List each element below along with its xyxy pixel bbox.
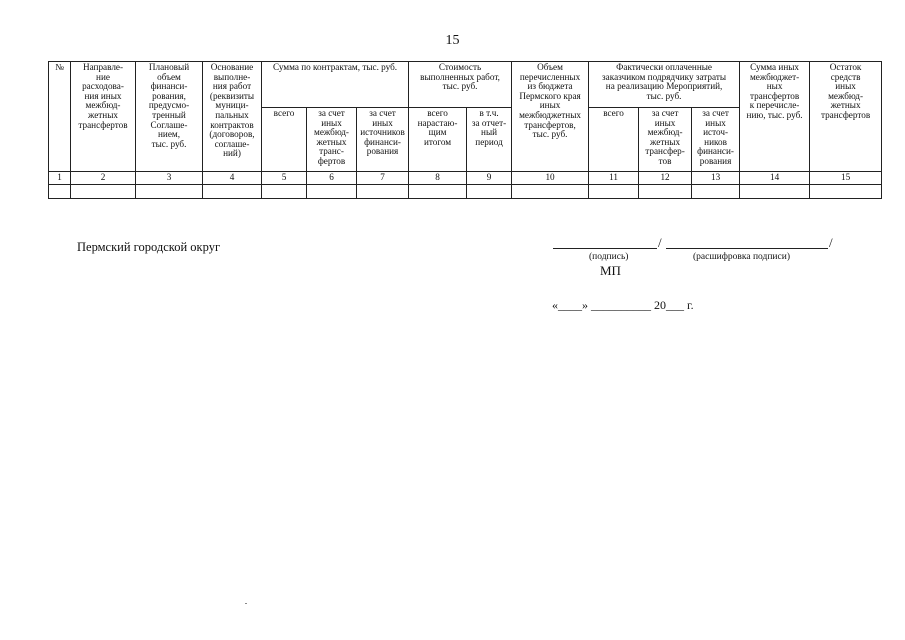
header-contract-total: всего — [262, 108, 307, 172]
stamp-place: МП — [600, 263, 621, 278]
column-number: 8 — [409, 172, 467, 185]
header-cost-period: в т.ч. за отчет- ный период — [467, 108, 512, 172]
column-number: 7 — [357, 172, 409, 185]
column-number: 15 — [810, 172, 882, 185]
table-cell — [136, 185, 203, 199]
signature-caption: (подпись) — [589, 252, 629, 262]
table-cell — [740, 185, 810, 199]
date-line: «____» __________ 20___ г. — [552, 298, 694, 312]
header-cost-cumulative: всего нарастаю- щим итогом — [409, 108, 467, 172]
column-number: 9 — [467, 172, 512, 185]
header-paid-costs: Фактически оплаченные заказчиком подрядчику затраты на реализацию Мероприятий, тыс. руб. — [589, 62, 740, 108]
report-table — [48, 61, 882, 199]
header-transferred-volume: Объем перечисленных из бюджета Пермского края иных межбюджетных трансфертов, тыс. руб. — [512, 62, 589, 172]
header-work-cost: Стоимость выполненных работ, тыс. руб. — [409, 62, 512, 108]
table-cell — [49, 185, 71, 199]
signature-slash: / — [658, 235, 662, 250]
column-number: 13 — [692, 172, 740, 185]
header-paid-other-transfers: за счет иных межбюд- жетных трансфер- тов — [639, 108, 692, 172]
header-planned-volume: Плановый объем финанси- рования, предусмо- тренный Соглаше- нием, тыс. руб. — [136, 62, 203, 172]
column-number: 3 — [136, 172, 203, 185]
header-basis: Основание выполне- ния работ (реквизиты муници- пальных контрактов (договоров, соглаше- ний) — [203, 62, 262, 172]
column-number: 4 — [203, 172, 262, 185]
header-row-1 — [49, 62, 882, 108]
column-number: 6 — [307, 172, 357, 185]
table-cell — [357, 185, 409, 199]
table-cell — [810, 185, 882, 199]
column-number: 5 — [262, 172, 307, 185]
header-transfer-sum: Сумма иных межбюджет- ных трансфертов к перечисле- нию, тыс. руб. — [740, 62, 810, 172]
column-number: 12 — [639, 172, 692, 185]
column-number: 2 — [71, 172, 136, 185]
table-cell — [467, 185, 512, 199]
table-cell — [203, 185, 262, 199]
table-cell — [71, 185, 136, 199]
column-number: 14 — [740, 172, 810, 185]
table-cell — [307, 185, 357, 199]
table-cell — [639, 185, 692, 199]
table-cell — [262, 185, 307, 199]
decoding-caption: (расшифровка подписи) — [693, 252, 790, 262]
empty-data-row — [49, 185, 882, 199]
header-direction: Направле- ние расходова- ния иных межбюд- жетных трансфертов — [71, 62, 136, 172]
decoding-slash: / — [829, 235, 833, 250]
header-paid-total: всего — [589, 108, 639, 172]
header-remainder: Остаток средств иных межбюд- жетных трансфертов — [810, 62, 882, 172]
table-cell — [512, 185, 589, 199]
header-contract-other-transfers: за счет иных межбюд- жетных транс- фертов — [307, 108, 357, 172]
decoding-line — [666, 248, 828, 249]
table-cell — [409, 185, 467, 199]
table-cell — [692, 185, 740, 199]
column-number: 10 — [512, 172, 589, 185]
page-number: 15 — [445, 33, 460, 48]
header-no: № — [49, 62, 71, 172]
header-contract-sum: Сумма по контрактам, тыс. руб. — [262, 62, 409, 108]
scan-speck — [245, 603, 247, 604]
header-contract-other-sources: за счет иных источников финанси- рования — [357, 108, 409, 172]
header-paid-other-sources: за счет иных источ- ников финанси- рования — [692, 108, 740, 172]
table-cell — [589, 185, 639, 199]
organization-name: Пермский городской округ — [77, 240, 221, 254]
column-number: 11 — [589, 172, 639, 185]
column-number-row — [49, 172, 882, 185]
signature-line — [553, 248, 657, 249]
column-number: 1 — [49, 172, 71, 185]
